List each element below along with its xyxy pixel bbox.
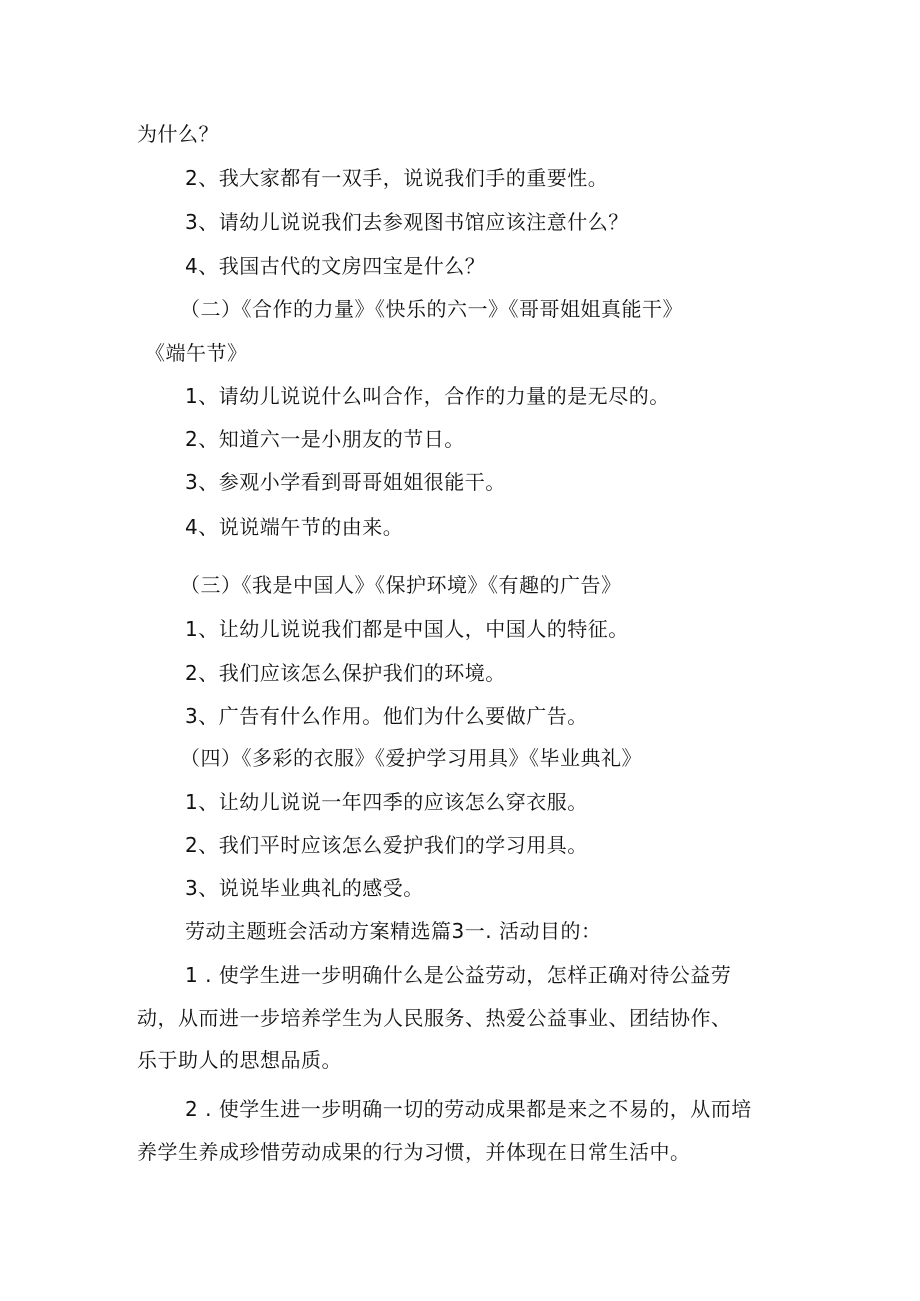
section-heading: （三）《我是中国人》《保护环境》《有趣的广告》 [180,573,622,597]
text-line: 养学生养成珍惜劳动成果的行为习惯，并体现在日常生活中。 [137,1140,691,1164]
text-line: 1、让幼儿说说我们都是中国人，中国人的特征。 [185,617,629,641]
text-line: 3、请幼儿说说我们去参观图书馆应该注意什么？ [185,210,629,234]
text-line: 2、我们平时应该怎么爱护我们的学习用具。 [185,833,588,857]
text-line: 动，从而进一步培养学生为人民服务、热爱公益事业、团结协作、 [137,1006,732,1030]
text-line: 1、让幼儿说说一年四季的应该怎么穿衣服。 [185,790,588,814]
section-heading: （四）《多彩的衣服》《爱护学习用具》《毕业典礼》 [180,746,642,770]
text-line: 1 . 使学生进一步明确什么是公益劳动，怎样正确对待公益劳 [185,963,732,987]
text-line: 4、我国古代的文房四宝是什么？ [185,254,486,278]
text-line: 1、请幼儿说说什么叫合作，合作的力量的是无尽的。 [185,384,670,408]
text-line: 2、我大家都有一双手，说说我们手的重要性。 [185,166,609,190]
section-heading: （二）《合作的力量》《快乐的六一》《哥哥姐姐真能干》 [180,297,683,321]
text-line: 2、知道六一是小朋友的节日。 [185,427,465,451]
text-line: 3、广告有什么作用。他们为什么要做广告。 [185,704,588,728]
section-title: 劳动主题班会活动方案精选篇3一. 活动目的： [185,919,602,943]
text-line: 3、说说毕业典礼的感受。 [185,876,424,900]
text-line: 2 . 使学生进一步明确一切的劳动成果都是来之不易的，从而培 [185,1097,752,1121]
text-line: 2、我们应该怎么保护我们的环境。 [185,661,506,685]
section-heading-continuation: 《端午节》 [145,341,248,365]
text-line: 4、说说端午节的由来。 [185,515,404,539]
text-line: 乐于助人的思想品质。 [137,1048,342,1072]
text-line: 3、参观小学看到哥哥姐姐很能干。 [185,470,506,494]
text-line: 为什么？ [137,122,219,146]
